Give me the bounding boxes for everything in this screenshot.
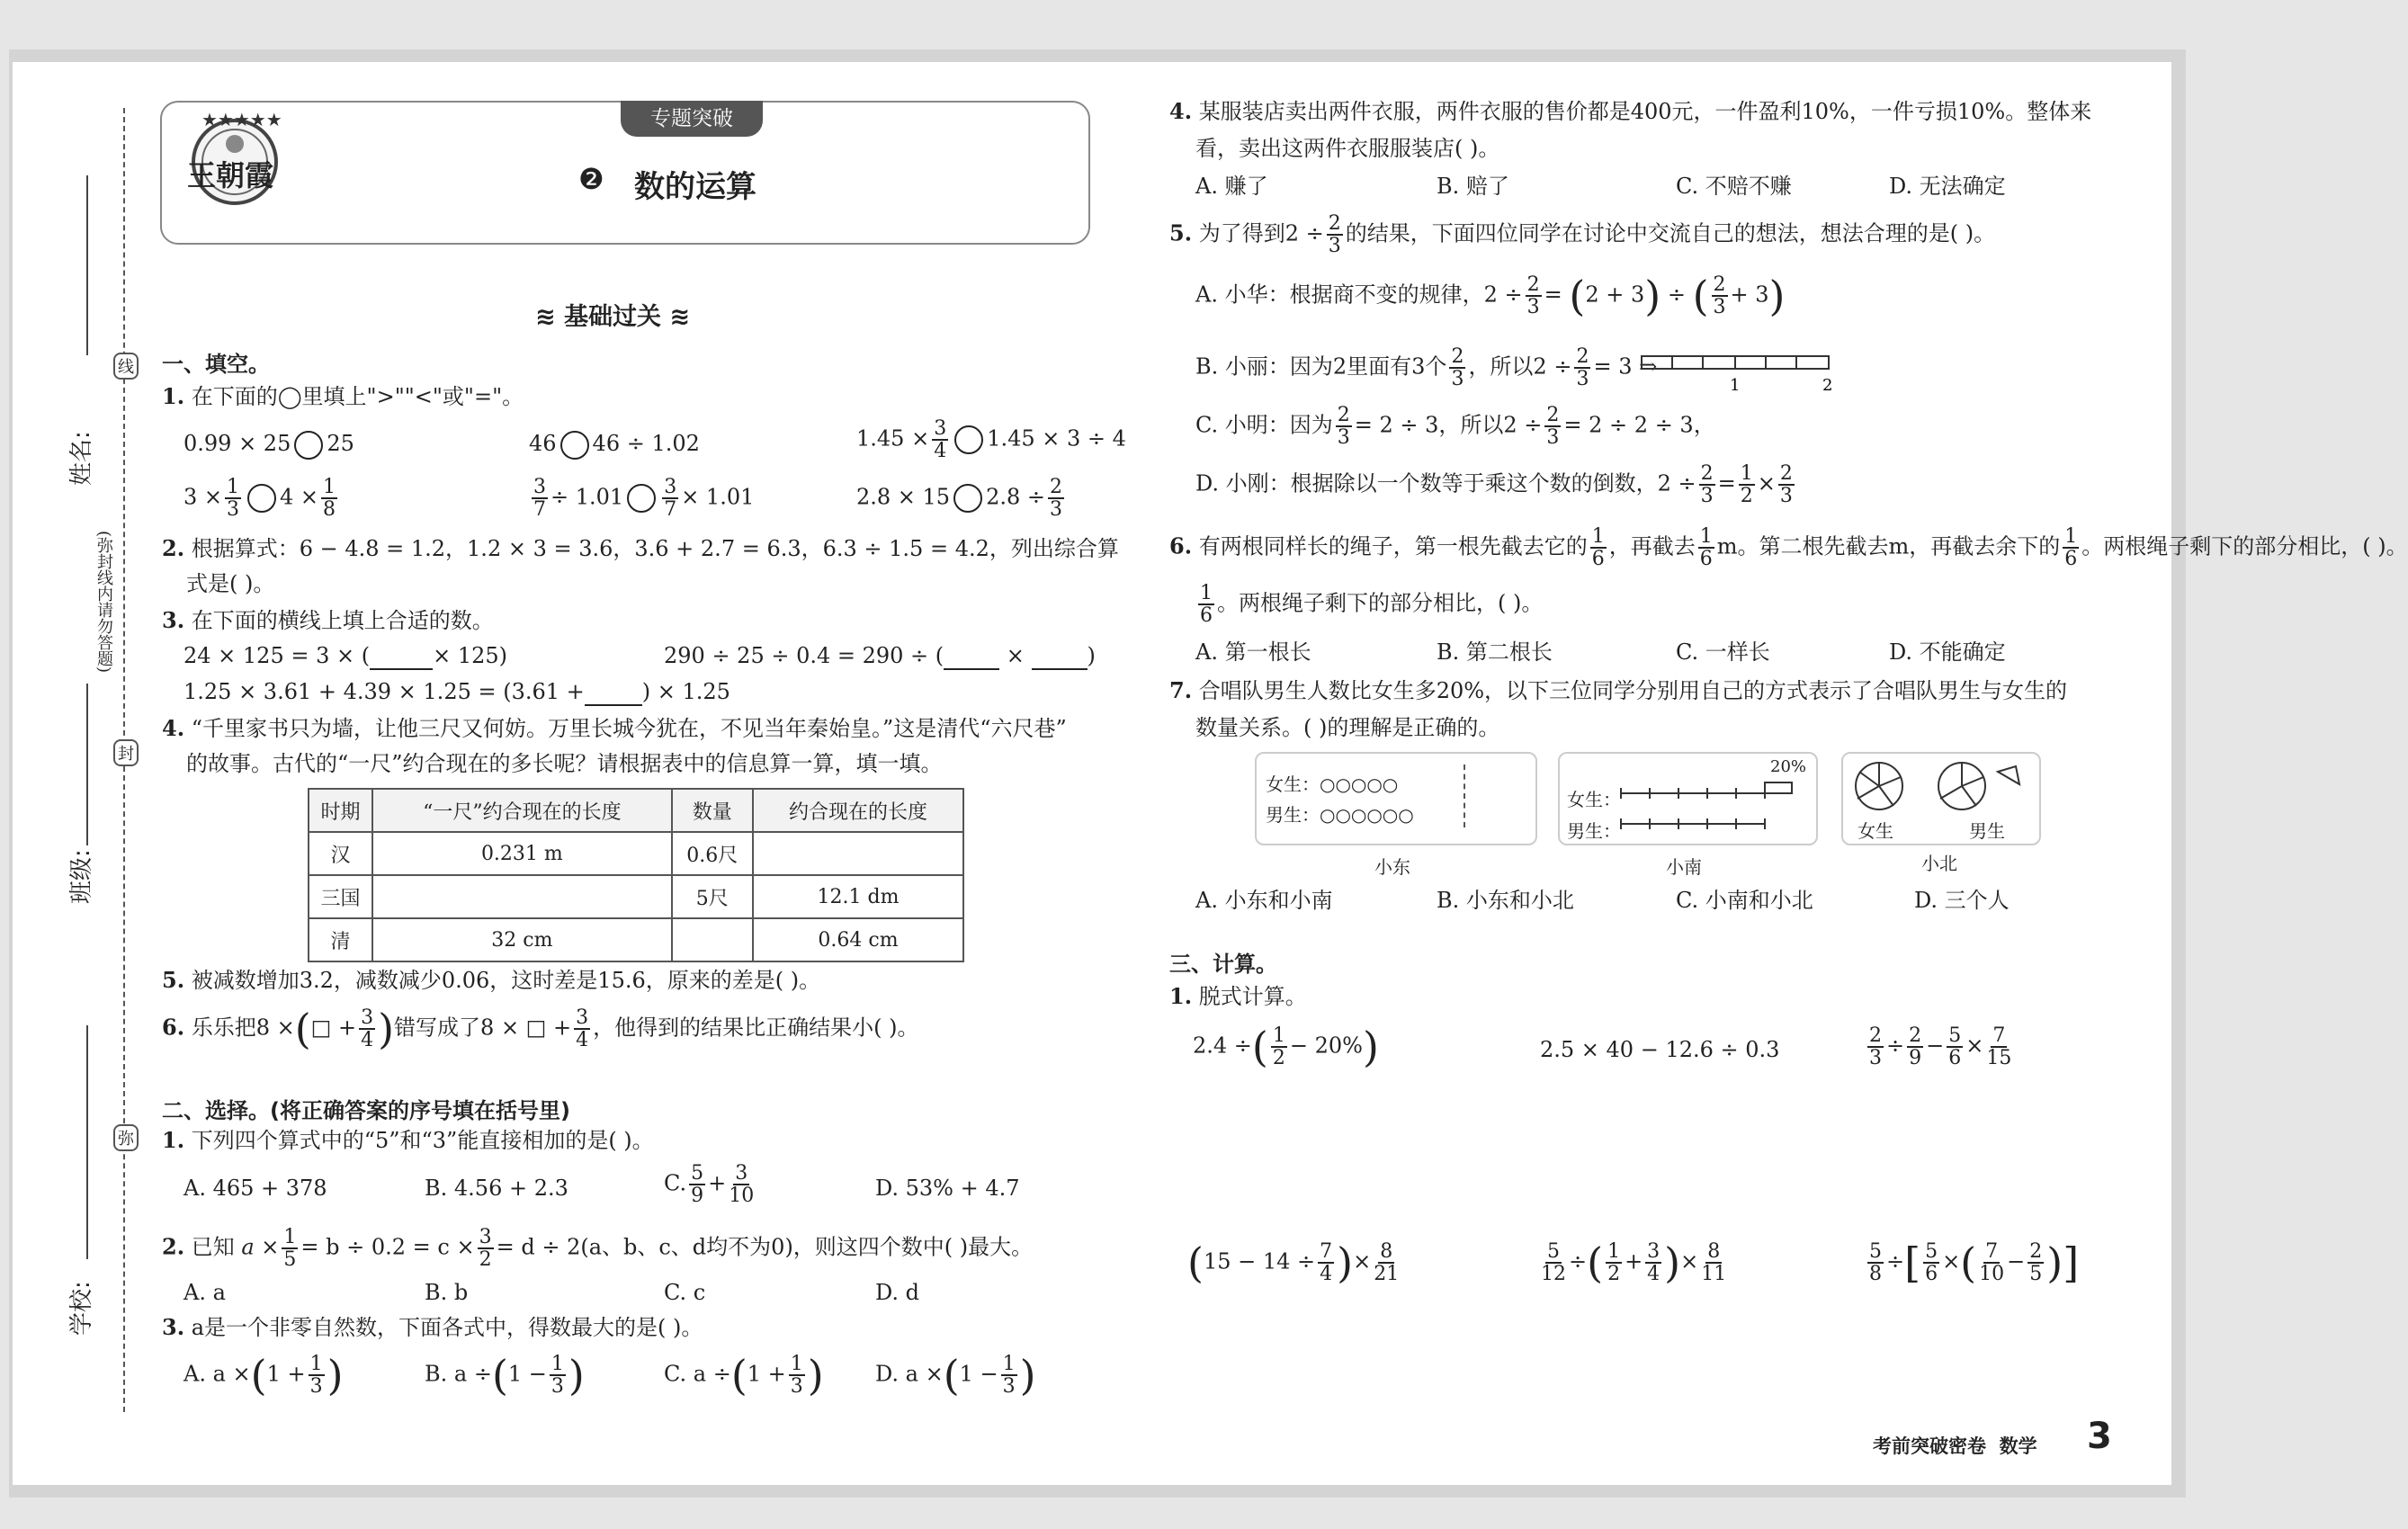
table-header: 约合现在的长度 [753,789,963,832]
compare-a: 0.99 × 25 25 [184,430,354,460]
compare-circle[interactable] [294,431,323,460]
compare-circle[interactable] [954,425,983,454]
calc-expr-5: $\frac{5}{12}$ ÷( $\frac{1}{2}$ + $\frac{3}{4}$ )× $\frac{8}{11}$ [1541,1238,1727,1288]
choice-q3-b[interactable]: B. a ÷(1 − $\frac{1}{3}$ ) [425,1351,585,1400]
girl-label: 女生： [1567,789,1621,810]
choice-q6-c[interactable]: C. 一样长 [1676,639,1770,665]
page-title: 数的运算 [634,169,756,205]
fill-q3: 3. 在下面的横线上填上合适的数。 [162,607,494,633]
choice-q2: 2. 已知 a × $\frac{1}{5}$ = b ÷ 0.2 = c × $\frac{3}{2}$ = d ÷ 2(a、b、c、d均不为0)，则这四个数中( )最大。 [162,1226,1034,1272]
choice-q3-c[interactable]: C. a ÷(1 + $\frac{1}{3}$ ) [664,1351,824,1400]
seal-mark: 封 [113,739,139,766]
school-blank-line [86,1025,88,1259]
fill-q1 [162,382,524,411]
fig-label-xiaonan: 小南 [1666,856,1702,878]
answer-blank[interactable] [585,704,642,706]
figure-xiaobei [1841,752,2041,845]
title-number: ❷ [578,162,604,196]
choice-q1-b[interactable]: B. 4.56 + 2.3 [425,1176,568,1201]
school-label: 学校: [68,1281,95,1336]
choice-q5-b[interactable]: B. 小丽：因为2里面有3个 $\frac{2}{3}$ ，所以2 ÷ $\frac{2}{3}$ = 3 ⇒ [1195,345,1658,391]
percent-label: 20% [1770,757,1807,776]
section-fill-title: 一、填空。 [162,352,270,377]
compare-f: 2.8 × 15 2.8 ÷ $\frac{2}{3}$ [856,476,1062,522]
choice-q3-d[interactable]: D. a ×(1 − $\frac{1}{3}$ ) [875,1351,1036,1400]
choice-q7-a[interactable]: A. 小东和小南 [1195,888,1333,913]
choice-q7-c[interactable]: C. 小南和小北 [1676,888,1813,913]
table-row: 三国 5尺 12.1 dm [309,875,963,918]
choice-q2-b[interactable]: B. b [425,1280,469,1305]
fill-q2: 2. 根据算式：6 − 4.8 = 1.2，1.2 × 3 = 3.6，3.6 + 2.7 = 6.3，6.3 ÷ 1.5 = 4.2，列出综合算 [162,535,1119,561]
choice-q1-d[interactable]: D. 53% + 4.7 [875,1176,1020,1201]
choice-q5-c[interactable]: C. 小明：因为 $\frac{2}{3}$ = 2 ÷ 3，所以2 ÷ $\frac{2}{3}$ = 2 ÷ 2 ÷ 3， [1195,404,1715,450]
compare-d: 3 × $\frac{1}{3}$ 4 × $\frac{1}{8}$ [184,476,336,522]
length-table [308,788,964,962]
choice-q1-a[interactable]: A. 465 + 378 [184,1176,327,1201]
table-header: “一尺”约合现在的长度 [372,789,672,832]
answer-blank[interactable] [1032,668,1088,670]
class-label: 班级: [68,849,95,904]
table-row: 汉 0.231 m 0.6尺 [309,832,963,875]
choice-q5: 5. 为了得到2 ÷ $\frac{2}{3}$ 的结果，下面四位同学在讨论中交流自己的想法，想法合理的是( )。 [1169,212,1996,258]
choice-q4-b[interactable]: B. 赔了 [1437,174,1509,199]
fill-q3-b: 290 ÷ 25 ÷ 0.4 = 290 ÷ ( × ) [664,642,1096,670]
choice-q5-d[interactable]: D. 小刚：根据除以一个数等于乘这个数的倒数，2 ÷ $\frac{2}{3}$ = $\frac{1}{2}$ × $\frac{2}{3}$ [1195,462,1793,508]
footer-text: 考前突破密卷 数学 [1873,1435,2037,1457]
basic-title-text: 基础过关 [564,303,662,331]
compare-circle[interactable] [953,484,982,513]
section-calc-title: 三、计算。 [1169,952,1277,977]
choice-q4-c[interactable]: C. 不赔不赚 [1676,174,1792,199]
choice-q4-line2: 看，卖出这两件衣服服装店( )。 [1195,136,1500,161]
page-number: 3 [2087,1416,2112,1457]
choice-q7-line2: 数量关系。( )的理解是正确的。 [1195,715,1500,740]
fill-q4: 4. “千里家书只为墙，让他三尺又何妨。万里长城今犹在，不见当年秦始皇。”这是清代“六尺巷” [162,715,1067,741]
svg-text:1: 1 [1730,376,1741,395]
choice-q6: 6. 有两根同样长的绳子，第一根先截去它的 $\frac{1}{6}$ ，再截去 $\frac{1}{6}$ m。第二根先截去m，再截去余下的 $\frac{1}{6}$ 。两根绳子剩下的部分相比，( )。 [1169,525,2408,571]
fill-q6: 6. 乐乐把8 ×(□ + $\frac{3}{4}$ )错写成了8 × □ + $\frac{3}{4}$ ，他得到的结果比正确结果小( )。 [162,1005,919,1054]
header-tag: 专题突破 [621,101,763,137]
answer-blank[interactable] [370,668,433,670]
compare-b: 46 46 ÷ 1.02 [529,430,700,460]
calc-q1: 1. 脱式计算。 [1169,983,1307,1009]
svg-text:2: 2 [1822,376,1833,395]
name-label: 姓名: [68,431,95,486]
table-header: 时期 [309,789,372,832]
calc-expr-1: 2.4 ÷( $\frac{1}{2}$ − 20%) [1193,1023,1379,1072]
choice-q6-d[interactable]: D. 不能确定 [1889,639,2006,665]
seal-line-mark: 线 [113,353,139,380]
choice-q2-a[interactable]: A. a [184,1280,226,1305]
choice-q2-c[interactable]: C. c [664,1280,706,1305]
fill-q2-line2: 式是( )。 [186,571,275,596]
choice-q5-a[interactable]: A. 小华：根据商不变的规律，2 ÷ $\frac{2}{3}$ = (2 + 3) ÷ ( $\frac{2}{3}$ + 3) [1195,272,1786,321]
compare-circle[interactable] [560,431,589,460]
calc-expr-4: (15 − 14 ÷ $\frac{7}{4}$ )× $\frac{8}{21}$ [1187,1238,1400,1288]
compare-circle[interactable] [627,484,656,513]
choice-q4-d[interactable]: D. 无法确定 [1889,174,2006,199]
answer-blank[interactable] [944,668,999,670]
calc-expr-3: $\frac{2}{3}$ ÷ $\frac{2}{9}$ − $\frac{5}{6}$ × $\frac{7}{15}$ [1869,1024,2012,1070]
basic-section-title: ≋ 基础过关 ≋ [535,303,691,331]
choice-q4-a[interactable]: A. 赚了 [1195,174,1268,199]
table-row: 清 32 cm 0.64 cm [309,918,963,961]
choice-q1: 1. 下列四个算式中的“5”和“3”能直接相加的是( )。 [162,1127,654,1153]
choice-q6-b[interactable]: B. 第二根长 [1437,639,1553,665]
boy-label: 男生： [1567,820,1621,842]
fill-q4-line2: 的故事。古代的“一尺”约合现在的多长呢？请根据表中的信息算一算，填一填。 [186,751,943,776]
fig-label-xiaodong: 小东 [1374,856,1410,878]
logo-text: 王朝霞 [187,158,274,192]
number-line-figure [1640,349,1838,394]
calc-expr-2: 2.5 × 40 − 12.6 ÷ 0.3 [1540,1037,1780,1062]
fill-q3-c: 1.25 × 3.61 + 4.39 × 1.25 = (3.61 + ) × 1.25 [184,678,730,706]
fig-label-xiaobei: 小北 [1921,853,1957,874]
choice-q3: 3. a是一个非零自然数，下面各式中，得数最大的是( )。 [162,1314,703,1340]
svg-text:★★★★★: ★★★★★ [201,109,282,130]
table-header: 数量 [672,789,753,832]
q-text: 在下面的◯里填上">""<"或"="。 [191,384,524,409]
seal-note: (弥封线内请勿答题) [94,531,113,674]
compare-circle[interactable] [247,484,276,513]
choice-q4: 4. 某服装店卖出两件衣服，两件衣服的售价都是400元，一件盈利10%，一件亏损10%。整体来 [1169,98,2092,124]
girl-label: 女生： [1266,773,1320,795]
figure-xiaodong: 女生：○○○○○ 男生：○○○○○○ [1255,752,1537,845]
seal-mark-2: 弥 [113,1124,139,1151]
compare-e: $\frac{3}{7}$ ÷ 1.01 $\frac{3}{7}$ × 1.01 [533,476,755,522]
name-blank-line [86,175,88,355]
choice-q7: 7. 合唱队男生人数比女生多20%，以下三位同学分别用自己的方式表示了合唱队男生与女生的 [1169,677,2068,703]
fill-q3-a: 24 × 125 = 3 × ( × 125) [184,642,507,670]
choice-q6-a[interactable]: A. 第一根长 [1195,639,1311,665]
compare-c: 1.45 × $\frac{3}{4}$ 1.45 × 3 ÷ 4 [856,417,1126,463]
class-blank-line [86,684,88,845]
choice-q6-line2: $\frac{1}{6}$ 。两根绳子剩下的部分相比，( )。 [1200,582,1544,628]
girl-label: 女生 [1857,820,1893,842]
fill-q5: 5. 被减数增加3.2，减数减少0.06，这时差是15.6，原来的差是( )。 [162,967,821,993]
choice-q3-a[interactable]: A. a ×(1 + $\frac{1}{3}$ ) [184,1351,344,1400]
choice-q7-b[interactable]: B. 小东和小北 [1437,888,1574,913]
boy-label: 男生： [1266,804,1320,826]
section-choice-title: 二、选择。(将正确答案的序号填在括号里) [162,1098,570,1123]
figure-xiaonan [1558,752,1818,845]
boy-label: 男生 [1969,820,2005,842]
choice-q1-c[interactable]: C. $\frac{5}{9}$ + $\frac{3}{10}$ [664,1162,755,1208]
choice-q7-d[interactable]: D. 三个人 [1914,888,2010,913]
q-number: 1. [162,383,185,409]
calc-expr-6: $\frac{5}{8}$ ÷[ $\frac{5}{6}$ ×( $\frac{7}{10}$ − $\frac{2}{5}$ )] [1869,1238,2080,1288]
choice-q2-d[interactable]: D. d [875,1280,920,1305]
